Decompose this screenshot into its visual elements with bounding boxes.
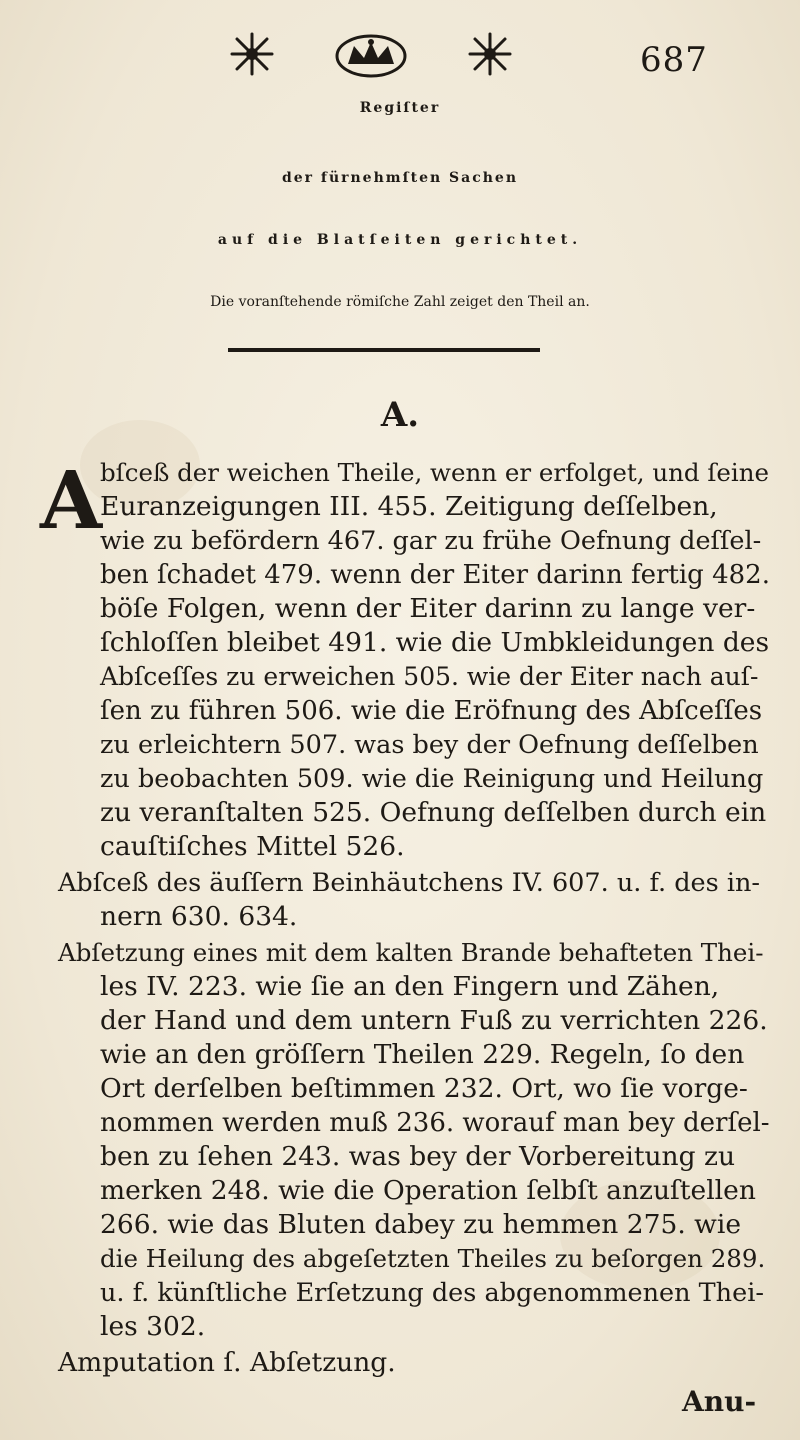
star-ornament-icon xyxy=(468,32,512,76)
entry-line: ben zu ſehen 243. was bey der Vorbereitung zu xyxy=(100,1141,736,1172)
entry-line: ſen zu führen 506. wie die Eröfnung des Abſceſſes xyxy=(100,696,763,726)
catchword: Anu- xyxy=(682,1385,757,1418)
title-subline-2: auf die Blatſeiten gerichtet. xyxy=(217,232,583,248)
title-subline: der fürnehmſten Sachen xyxy=(281,170,519,186)
page-number: 687 xyxy=(640,40,708,80)
entry-line: Abſetzung eines mit dem kalten Brande behafteten Thei- xyxy=(58,938,764,967)
title-note: Die voranſtehende römiſche Zahl zeiget den Theil an. xyxy=(210,294,590,310)
entry-line: cauſtiſches Mittel 526. xyxy=(100,831,405,862)
star-ornament-icon xyxy=(230,32,274,76)
crown-ornament-icon xyxy=(332,30,410,80)
entry-line: nern 630. 634. xyxy=(100,901,298,932)
drop-cap: A xyxy=(40,453,103,547)
section-letter: A. xyxy=(380,395,420,435)
entry-line: ſchloſſen bleibet 491. wie die Umbkleidungen des xyxy=(100,627,770,658)
entry-line: Amputation ſ. Abſetzung. xyxy=(58,1347,396,1378)
entry-line: bſceß der weichen Theile, wenn er erfolget, und ſeine xyxy=(100,458,770,487)
entry-line: nommen werden muß 236. worauf man bey derſel- xyxy=(100,1108,770,1138)
entry-line: Euranzeigungen III. 455. Zeitigung deſſelben, xyxy=(100,491,718,522)
entry-line: zu veranſtalten 525. Oefnung deſſelben durch ein xyxy=(100,797,767,828)
entry-line: u. f. künſtliche Erſetzung des abgenommenen Thei- xyxy=(100,1278,764,1308)
entry-line: 266. wie das Bluten dabey zu hemmen 275. wie xyxy=(100,1209,742,1240)
entry-line: ben ſchadet 479. wenn der Eiter darinn fertig 482. xyxy=(100,560,770,590)
entry-line: die Heilung des abgeſetzten Theiles zu beſorgen 289. xyxy=(100,1244,766,1273)
entry-line: les 302. xyxy=(100,1311,206,1342)
header-ornaments xyxy=(210,26,530,90)
title-rule xyxy=(228,348,540,352)
entry-line: wie an den gröſſern Theilen 229. Regeln, ſo den xyxy=(100,1039,745,1070)
entry-line: merken 248. wie die Operation ſelbſt anzuſtellen xyxy=(100,1175,756,1206)
entry-line: Abſceß des äuſſern Beinhäutchens IV. 607. u. f. des in- xyxy=(58,868,761,898)
entry-line: les IV. 223. wie ſie an den Fingern und Zähen, xyxy=(100,971,720,1002)
entry-line: böſe Folgen, wenn der Eiter darinn zu lange ver- xyxy=(100,593,756,624)
entry-line: wie zu befördern 467. gar zu frühe Oefnung deſſel- xyxy=(100,526,762,556)
page-title: Regiſter xyxy=(359,100,441,116)
entry-line: Ort derſelben beſtimmen 232. Ort, wo ſie vorge- xyxy=(100,1073,748,1104)
entry-line: zu beobachten 509. wie die Reinigung und Heilung xyxy=(100,764,764,794)
entry-line: Abſceſſes zu erweichen 505. wie der Eiter nach auſ- xyxy=(100,662,759,691)
entry-line: der Hand und dem untern Fuß zu verrichten 226. xyxy=(100,1005,768,1036)
entry-line: zu erleichtern 507. was bey der Oefnung deſſelben xyxy=(100,730,759,760)
